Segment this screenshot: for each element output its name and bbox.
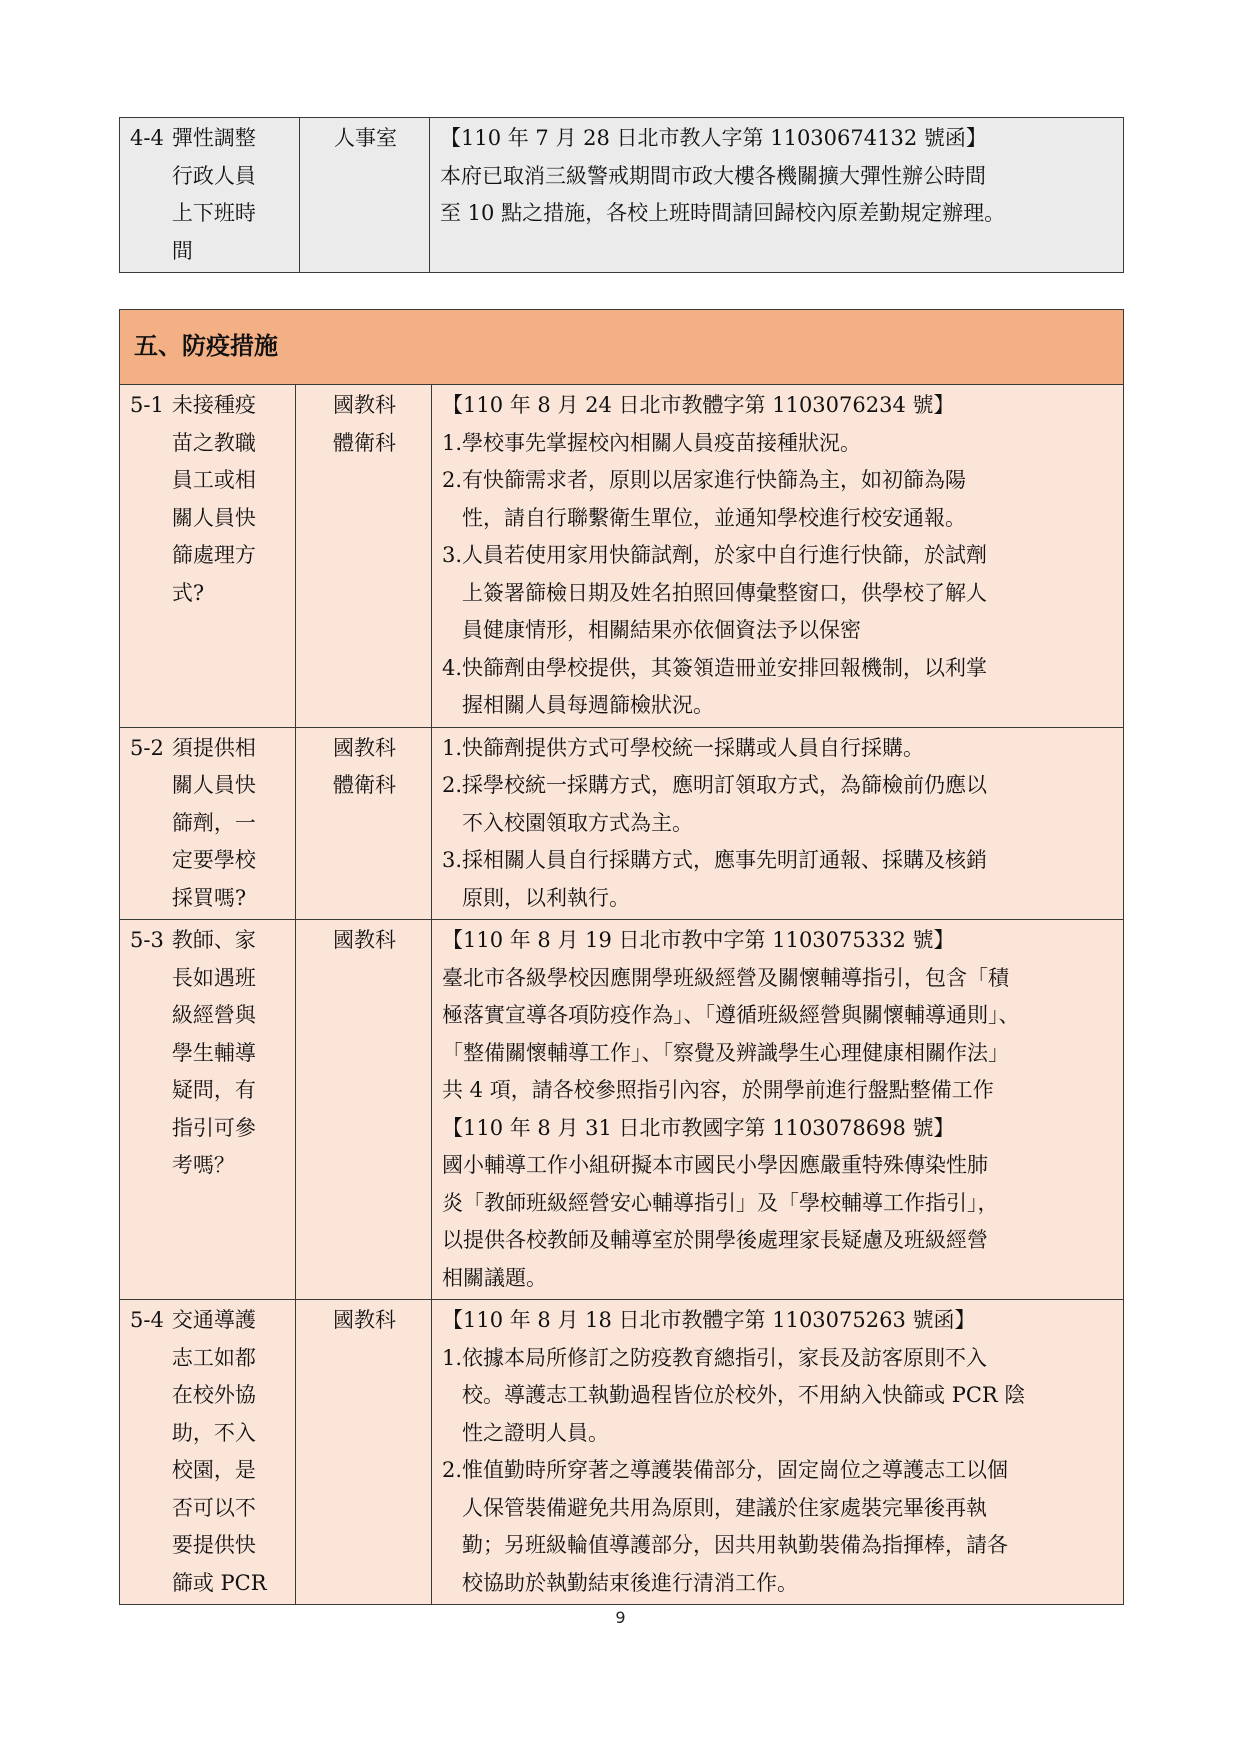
item-title-line: 須提供相: [171, 735, 256, 760]
paragraph-line: 至 10 點之措施，各校上班時間請回歸校內原差勤規定辦理。: [440, 201, 1006, 225]
numbered-list-item: [442, 767, 1115, 842]
list-item-text: [462, 842, 987, 917]
content-cell: [432, 727, 1124, 920]
list-item-line: 人員若使用家用快篩試劑，於家中自行進行快篩，於試劑: [462, 543, 988, 567]
item-title-line: 式?: [171, 580, 205, 605]
item-title-line: 篩或 PCR: [171, 1570, 267, 1595]
list-item-line: 依據本局所修訂之防疫教育總指引，家長及訪客原則不入: [462, 1345, 988, 1370]
item-number: 5-4: [130, 1308, 164, 1332]
section-title: 五、防疫措施: [120, 310, 1124, 385]
item-title-cell: [120, 385, 296, 728]
content-cell: [430, 118, 1124, 273]
list-item-line: 快篩劑提供方式可學校統一採購或人員自行採購。: [462, 735, 925, 760]
list-item-line: 原則，以利執行。: [462, 885, 631, 910]
department-name: 國教科: [333, 1308, 396, 1332]
list-item-text: [462, 1340, 1025, 1453]
paragraph-line: 以提供各校教師及輔導室於開學後處理家長疑慮及班級經營: [442, 1228, 988, 1252]
list-item-line: 採學校統一採購方式，應明訂領取方式，為篩檢前仍應以: [462, 773, 988, 797]
item-title-line: 長如遇班: [171, 965, 256, 990]
item-title-line: 未接種疫: [171, 393, 256, 417]
item-title-line: 彈性調整: [171, 126, 256, 150]
item-title-line: 疑問，有: [171, 1078, 256, 1102]
item-title-cell: [120, 727, 296, 920]
item-title-line: 志工如都: [171, 1345, 256, 1370]
list-item-text: [462, 730, 924, 768]
department-name: 國教科: [333, 393, 396, 417]
item-title-line: 苗之教職: [171, 430, 256, 455]
list-item-text: [462, 767, 987, 842]
department-name: 國教科: [333, 735, 396, 760]
department-name: 體衛科: [333, 773, 396, 797]
table-row: [120, 118, 1124, 273]
item-title-line: 間: [171, 238, 193, 263]
list-item-line: 校。導護志工執勤過程皆位於校外，不用納入快篩或 PCR 陰: [462, 1383, 1026, 1407]
list-item-line: 不入校園領取方式為主。: [462, 810, 694, 835]
list-item-number: 2.: [442, 1458, 463, 1482]
item-title-line: 行政人員: [171, 163, 256, 188]
list-item-number: 2.: [442, 468, 463, 492]
list-item-number: 4.: [442, 655, 463, 680]
page-number: 9: [615, 1608, 626, 1627]
paragraph-line: 炎「教師班級經營安心輔導指引」及「學校輔導工作指引」，: [442, 1190, 999, 1215]
paragraph-line: 「整備關懷輔導工作」、「察覺及辨識學生心理健康相關作法」: [442, 1040, 1009, 1065]
document-reference: 【110 年 8 月 31 日北市教國字第 1103078698 號】: [442, 1115, 955, 1140]
list-item-line: 惟值勤時所穿著之導護裝備部分，固定崗位之導護志工以個: [462, 1458, 1009, 1482]
list-item-number: 3.: [442, 848, 463, 872]
content-cell: [432, 920, 1124, 1300]
item-title-line: 學生輔導: [171, 1040, 256, 1065]
numbered-list-item: [442, 842, 1115, 917]
item-number: 5-3: [130, 928, 164, 952]
item-title: [130, 387, 287, 612]
item-title-lines: [172, 1302, 267, 1602]
department-name: 國教科: [333, 928, 396, 952]
department-name: 人事室: [334, 126, 397, 150]
list-item-number: 2.: [442, 773, 463, 797]
document-reference: 【110 年 8 月 24 日北市教體字第 1103076234 號】: [442, 393, 955, 417]
table-row: [120, 920, 1124, 1300]
item-title-line: 助，不入: [171, 1420, 256, 1445]
list-item-line: 員健康情形，相關結果亦依個資法予以保密: [462, 618, 862, 642]
epidemic-prevention-table: [119, 309, 1124, 1605]
numbered-list-item: [442, 462, 1115, 537]
list-item-text: [462, 425, 861, 463]
department-cell: [296, 385, 432, 728]
list-item-line: 學校事先掌握校內相關人員疫苗接種狀況。: [462, 430, 862, 455]
item-title-line: 關人員快: [171, 505, 256, 530]
list-item-text: [462, 537, 987, 650]
item-title-line: 採買嗎?: [171, 885, 247, 910]
item-number: 5-2: [130, 735, 164, 760]
department-cell: [296, 1300, 432, 1605]
paragraph-line: 極落實宣導各項防疫作為」、「遵循班級經營與關懷輔導通則」、: [442, 1003, 1020, 1027]
list-item-number: 1.: [442, 1345, 463, 1370]
list-item-line: 人保管裝備避免共用為原則，建議於住家處裝完畢後再執: [462, 1495, 988, 1520]
item-title: [130, 730, 287, 918]
department-cell: [300, 118, 430, 273]
paragraph-line: 相關議題。: [442, 1265, 547, 1290]
item-number: 4-4: [130, 126, 164, 150]
numbered-list-item: [442, 730, 1115, 768]
list-item-number: 1.: [442, 430, 463, 455]
numbered-list-item: [442, 650, 1115, 725]
item-title: [130, 1302, 287, 1602]
paragraph-line: 臺北市各級學校因應開學班級經營及關懷輔導指引，包含「積: [442, 965, 1009, 990]
content-cell: [432, 1300, 1124, 1605]
paragraph-line: 本府已取消三級警戒期間市政大樓各機關擴大彈性辦公時間: [440, 163, 986, 188]
list-item-line: 性，請自行聯繫衛生單位，並通知學校進行校安通報。: [462, 505, 967, 530]
table-row: [120, 385, 1124, 728]
item-title-lines: [172, 387, 256, 612]
item-title-line: 員工或相: [171, 468, 256, 492]
item-title-line: 上下班時: [171, 201, 256, 225]
item-title-line: 在校外協: [171, 1383, 256, 1407]
item-title-line: 指引可參: [171, 1115, 256, 1140]
item-title-lines: [172, 730, 256, 918]
numbered-list-item: [442, 1340, 1115, 1453]
item-title-lines: [172, 120, 256, 270]
list-item-line: 勤；另班級輪值導護部分，因共用執勤裝備為指揮棒，請各: [462, 1533, 1009, 1557]
item-title-line: 要提供快: [171, 1533, 256, 1557]
item-title-line: 考嗎？: [171, 1153, 235, 1177]
department-name: 體衛科: [333, 430, 396, 455]
item-title-line: 篩處理方: [171, 543, 256, 567]
item-title-line: 關人員快: [171, 773, 256, 797]
list-item-line: 有快篩需求者，原則以居家進行快篩為主，如初篩為陽: [462, 468, 967, 492]
list-item-text: [462, 650, 987, 725]
item-title: [130, 922, 287, 1185]
admin-hours-table: [119, 117, 1124, 273]
document-reference: 【110 年 7 月 28 日北市教人字第 11030674132 號函】: [440, 126, 987, 150]
item-title-lines: [172, 922, 256, 1185]
section-header-row: [120, 310, 1124, 385]
paragraph-line: 國小輔導工作小組研擬本市國民小學因應嚴重特殊傳染性肺: [442, 1153, 988, 1177]
numbered-list-item: [442, 425, 1115, 463]
document-reference: 【110 年 8 月 19 日北市教中字第 1103075332 號】: [442, 928, 955, 952]
department-cell: [296, 920, 432, 1300]
item-title: [130, 120, 291, 270]
list-item-line: 上簽署篩檢日期及姓名拍照回傳彙整窗口，供學校了解人: [462, 580, 988, 605]
numbered-list-item: [442, 1452, 1115, 1602]
list-item-line: 採相關人員自行採購方式，應事先明訂通報、採購及核銷: [462, 848, 988, 872]
item-number: 5-1: [130, 393, 164, 417]
list-item-text: [462, 1452, 1008, 1602]
list-item-text: [462, 462, 966, 537]
list-item-line: 校協助於執勤結束後進行清消工作。: [462, 1570, 799, 1595]
department-cell: [296, 727, 432, 920]
table-row: [120, 727, 1124, 920]
item-title-line: 定要學校: [171, 848, 256, 872]
list-item-line: 快篩劑由學校提供，其簽領造冊並安排回報機制，以利掌: [462, 655, 988, 680]
item-title-line: 級經營與: [171, 1003, 256, 1027]
document-reference: 【110 年 8 月 18 日北市教體字第 1103075263 號函】: [442, 1308, 976, 1332]
content-cell: [432, 385, 1124, 728]
item-title-line: 教師、家: [171, 928, 256, 952]
item-title-line: 交通導護: [171, 1308, 256, 1332]
item-title-cell: [120, 1300, 296, 1605]
list-item-number: 3.: [442, 543, 463, 567]
item-title-cell: [120, 118, 300, 273]
item-title-line: 篩劑，一: [171, 810, 256, 835]
item-title-line: 校園，是: [171, 1458, 256, 1482]
item-title-line: 否可以不: [171, 1495, 256, 1520]
list-item-line: 握相關人員每週篩檢狀況。: [462, 693, 715, 717]
numbered-list-item: [442, 537, 1115, 650]
list-item-line: 性之證明人員。: [462, 1420, 610, 1445]
list-item-number: 1.: [442, 735, 463, 760]
paragraph-line: 共 4 項，請各校參照指引內容，於開學前進行盤點整備工作: [442, 1078, 994, 1102]
table-row: [120, 1300, 1124, 1605]
item-title-cell: [120, 920, 296, 1300]
